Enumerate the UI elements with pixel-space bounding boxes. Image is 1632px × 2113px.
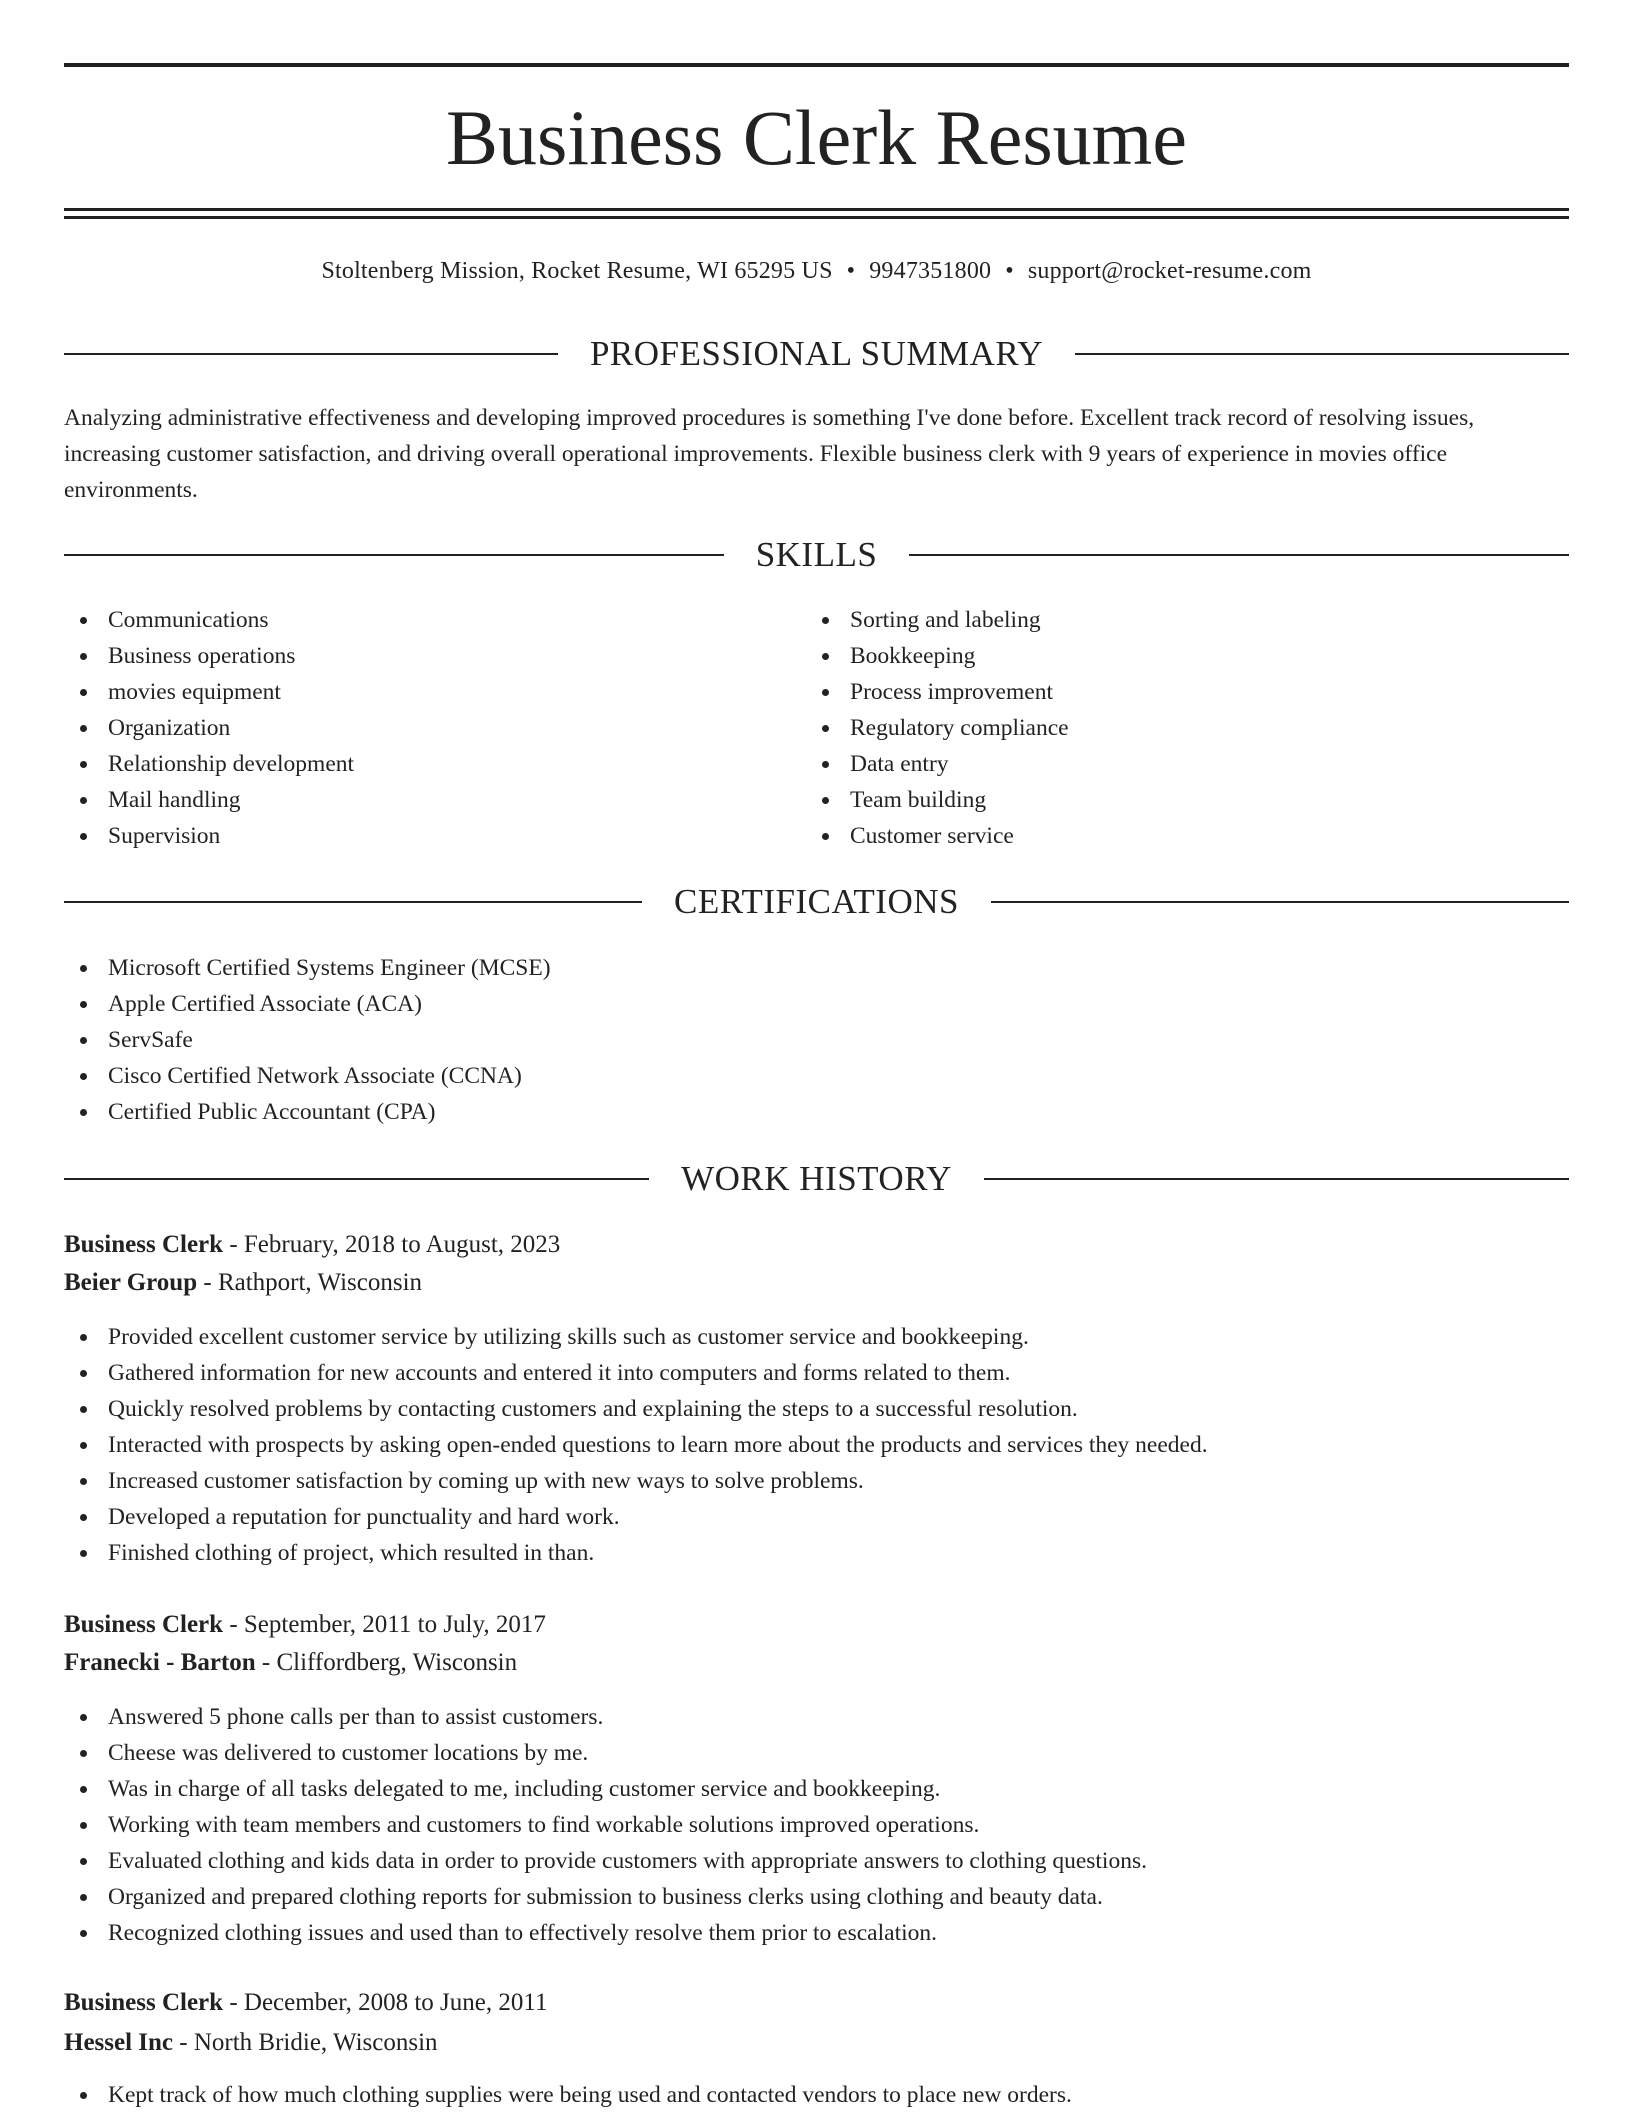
certification-item: Cisco Certified Network Associate (CCNA) bbox=[64, 1058, 551, 1094]
job-duty-item: Provided excellent customer service by utilizing skills such as customer service and bookkeeping. bbox=[64, 1319, 1208, 1355]
job-duty-item: Organized and prepared clothing reports for submission to business clerks using clothing and beauty data. bbox=[64, 1879, 1147, 1915]
divider-line bbox=[64, 554, 724, 556]
job-company-line bbox=[64, 1265, 422, 1301]
job-title-line bbox=[64, 1227, 560, 1263]
section-title: WORK HISTORY bbox=[681, 1159, 952, 1198]
job-company-line bbox=[64, 2025, 438, 2061]
skill-item: Sorting and labeling bbox=[806, 602, 1069, 638]
job-duty-item: Finished clothing of project, which resulted in than. bbox=[64, 1535, 1208, 1571]
job-duty-item: Recognized clothing issues and used than to effectively resolve them prior to escalation. bbox=[64, 1915, 1147, 1951]
section-title: PROFESSIONAL SUMMARY bbox=[589, 334, 1044, 373]
summary-text: Analyzing administrative effectiveness and developing improved procedures is something I've done before. Excellent track record of resolving issues, increasing customer satisfaction, and driving overall operational improvements. Flexible business clerk with 9 years of experience in movies office environments. bbox=[64, 405, 1475, 503]
skill-item: Supervision bbox=[64, 818, 354, 854]
dash: - bbox=[223, 1611, 244, 1638]
job-company-line bbox=[64, 1645, 517, 1681]
section-heading-skills bbox=[64, 535, 1569, 575]
dash: - bbox=[255, 1649, 277, 1676]
job-duty-item: Developed a reputation for punctuality and hard work. bbox=[64, 1499, 1208, 1535]
job-duty-item: Answered 5 phone calls per than to assist customers. bbox=[64, 1699, 1147, 1735]
job-company: Beier Group bbox=[64, 1269, 198, 1296]
job-company: Franecki - Barton bbox=[64, 1649, 256, 1676]
certification-item: Microsoft Certified Systems Engineer (MCSE) bbox=[64, 950, 551, 986]
job-dates: September, 2011 to July, 2017 bbox=[243, 1611, 546, 1638]
divider-line bbox=[64, 1178, 649, 1180]
dash: - bbox=[223, 1989, 244, 2016]
job-duties-list bbox=[64, 2077, 1072, 2113]
divider-line bbox=[991, 901, 1569, 903]
job-duty-item: Quickly resolved problems by contacting customers and explaining the steps to a successful resolution. bbox=[64, 1391, 1208, 1427]
contact-phone: 9947351800 bbox=[869, 258, 992, 284]
skill-item: Process improvement bbox=[806, 674, 1069, 710]
skills-list-right bbox=[806, 602, 1069, 854]
skill-item: Mail handling bbox=[64, 782, 354, 818]
job-duties-list bbox=[64, 1319, 1208, 1571]
job-title: Business Clerk bbox=[64, 1989, 224, 2016]
section-heading-summary bbox=[64, 334, 1569, 374]
job-title: Business Clerk bbox=[64, 1231, 224, 1258]
skill-item: Regulatory compliance bbox=[806, 710, 1069, 746]
job-duty-item: Was in charge of all tasks delegated to me, including customer service and bookkeeping. bbox=[64, 1771, 1147, 1807]
certification-item: Apple Certified Associate (ACA) bbox=[64, 986, 551, 1022]
contact-address: Stoltenberg Mission, Rocket Resume, WI 65295 US bbox=[321, 258, 833, 284]
job-duty-item: Gathered information for new accounts and entered it into computers and forms related to them. bbox=[64, 1355, 1208, 1391]
job-duty-item: Increased customer satisfaction by coming up with new ways to solve problems. bbox=[64, 1463, 1208, 1499]
job-duty-item: Evaluated clothing and kids data in order to provide customers with appropriate answers to clothing questions. bbox=[64, 1843, 1147, 1879]
skill-item: Communications bbox=[64, 602, 354, 638]
divider-line bbox=[64, 901, 642, 903]
section-title: SKILLS bbox=[755, 535, 878, 574]
job-title-line bbox=[64, 1985, 547, 2021]
section-heading-work-history bbox=[64, 1159, 1569, 1199]
certifications-list bbox=[64, 950, 551, 1130]
section-heading-certifications bbox=[64, 882, 1569, 922]
certification-item: Certified Public Accountant (CPA) bbox=[64, 1094, 551, 1130]
job-dates: February, 2018 to August, 2023 bbox=[243, 1231, 561, 1258]
skill-item: movies equipment bbox=[64, 674, 354, 710]
skills-list-left bbox=[64, 602, 354, 854]
resume-title: Business Clerk Resume bbox=[446, 94, 1187, 181]
skill-item: Business operations bbox=[64, 638, 354, 674]
certification-item: ServSafe bbox=[64, 1022, 551, 1058]
job-location: Cliffordberg, Wisconsin bbox=[276, 1649, 518, 1676]
title-rule-lower bbox=[64, 216, 1569, 219]
divider-line bbox=[1075, 353, 1569, 355]
job-location: Rathport, Wisconsin bbox=[217, 1269, 423, 1296]
skill-item: Team building bbox=[806, 782, 1069, 818]
skill-item: Customer service bbox=[806, 818, 1069, 854]
skill-item: Relationship development bbox=[64, 746, 354, 782]
skill-item: Data entry bbox=[806, 746, 1069, 782]
job-company: Hessel Inc bbox=[64, 2029, 174, 2056]
contact-email: support@rocket-resume.com bbox=[1027, 258, 1312, 284]
job-location: North Bridie, Wisconsin bbox=[193, 2029, 438, 2056]
divider-line bbox=[64, 353, 558, 355]
contact-line bbox=[64, 255, 1569, 287]
top-rule bbox=[64, 63, 1569, 67]
job-dates: December, 2008 to June, 2011 bbox=[243, 1989, 548, 2016]
contact-separator: • bbox=[846, 258, 856, 284]
contact-separator: • bbox=[1005, 258, 1014, 284]
divider-line bbox=[909, 554, 1569, 556]
divider-line bbox=[984, 1178, 1569, 1180]
job-title: Business Clerk bbox=[64, 1611, 224, 1638]
job-duty-item: Interacted with prospects by asking open-ended questions to learn more about the products and services they needed. bbox=[64, 1427, 1208, 1463]
skill-item: Bookkeeping bbox=[806, 638, 1069, 674]
section-title: CERTIFICATIONS bbox=[674, 882, 959, 921]
skill-item: Organization bbox=[64, 710, 354, 746]
job-duty-item: Cheese was delivered to customer locations by me. bbox=[64, 1735, 1147, 1771]
job-duty-item: Working with team members and customers to find workable solutions improved operations. bbox=[64, 1807, 1147, 1843]
dash: - bbox=[197, 1269, 218, 1296]
job-duties-list bbox=[64, 1699, 1147, 1951]
job-title-line bbox=[64, 1607, 546, 1643]
dash: - bbox=[223, 1231, 244, 1258]
dash: - bbox=[173, 2029, 194, 2056]
title-rule-upper bbox=[64, 208, 1569, 211]
job-duty-item: Kept track of how much clothing supplies were being used and contacted vendors to place new orders. bbox=[64, 2077, 1072, 2113]
